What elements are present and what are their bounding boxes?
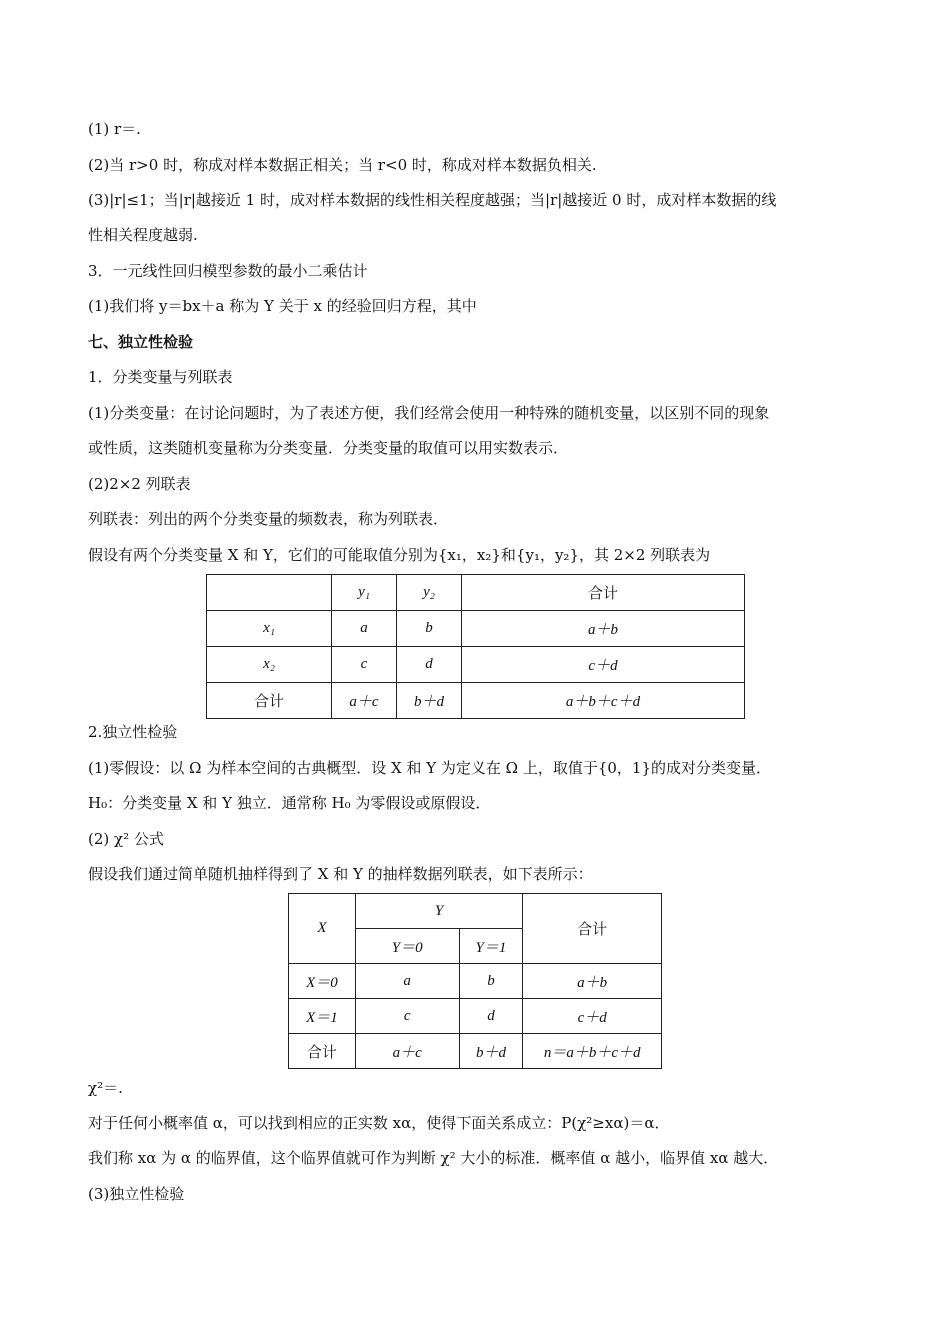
subheading-chi-square-formula: (2) χ² 公式 bbox=[88, 830, 164, 848]
table-cell: 合计 bbox=[523, 894, 662, 964]
text-line-null-hypothesis: H₀：分类变量 X 和 Y 独立．通常称 H₀ 为零假设或原假设． bbox=[88, 794, 491, 812]
table-cell: Y bbox=[355, 894, 523, 929]
table-row bbox=[207, 611, 745, 647]
text-line-null-hypothesis-setup: (1)零假设：以 Ω 为样本空间的古典概型．设 X 和 Y 为定义在 Ω 上，取值于{0，1}的成对分类变量． bbox=[88, 759, 772, 777]
text-line-critical-value-definition: 我们称 xα 为 α 的临界值，这个临界值就可作为判断 χ² 大小的标准．概率值 α 越小，临界值 xα 越大． bbox=[88, 1149, 779, 1167]
text-line-correlation-strength: (3)|r|≤1；当|r|越接近 1 时，成对样本数据的线性相关程度越强；当|r|越接近 0 时，成对样本数据的线 bbox=[88, 191, 777, 209]
table-cell: d bbox=[397, 647, 462, 683]
table-cell: y₂ bbox=[397, 575, 462, 611]
text-line-critical-value-relation: 对于任何小概率值 α，可以找到相应的正实数 xα，使得下面关系成立：P(χ²≥xα)＝α． bbox=[88, 1114, 670, 1132]
table-cell: a＋b bbox=[523, 964, 662, 999]
text-line-correlation-sign: (2)当 r>0 时，称成对样本数据正相关；当 r<0 时，称成对样本数据负相关. bbox=[88, 156, 597, 174]
subheading-independence-test: 2.独立性检验 bbox=[88, 723, 178, 741]
subheading-independence-test-procedure: (3)独立性检验 bbox=[88, 1185, 185, 1203]
table-row bbox=[207, 647, 745, 683]
contingency-table-2x2 bbox=[206, 574, 745, 719]
table-cell: y₁ bbox=[332, 575, 397, 611]
table-cell: b bbox=[459, 964, 523, 999]
text-line-r-formula: (1) r＝. bbox=[88, 120, 141, 138]
table-cell: b＋d bbox=[459, 1034, 523, 1069]
text-line-categorical-definition: (1)分类变量：在讨论问题时，为了表述方便，我们经常会使用一种特殊的随机变量，以区别不同的现象 bbox=[88, 404, 770, 422]
subheading-categorical-variables: 1．分类变量与列联表 bbox=[88, 368, 233, 386]
table-header-row bbox=[289, 894, 662, 929]
table-header-row bbox=[207, 575, 745, 611]
sample-contingency-table bbox=[288, 893, 662, 1069]
section-heading-independence-test: 七、独立性检验 bbox=[88, 333, 194, 351]
table-cell: a＋c bbox=[332, 683, 397, 719]
table-cell: b bbox=[397, 611, 462, 647]
table-cell: c bbox=[332, 647, 397, 683]
table-cell: d bbox=[459, 999, 523, 1034]
text-line-sample-table-intro: 假设我们通过简单随机抽样得到了 X 和 Y 的抽样数据列联表，如下表所示： bbox=[88, 865, 593, 883]
text-line-categorical-definition-cont: 或性质，这类随机变量称为分类变量．分类变量的取值可以用实数表示． bbox=[88, 439, 569, 457]
table-cell: Y＝0 bbox=[355, 929, 459, 964]
table-cell: x₁ bbox=[207, 611, 332, 647]
table-cell: 合计 bbox=[207, 683, 332, 719]
text-line-contingency-intro: 假设有两个分类变量 X 和 Y，它们的可能取值分别为{x₁，x₂}和{y₁，y₂}，其 2×2 列联表为 bbox=[88, 546, 711, 564]
table-cell: X bbox=[289, 894, 356, 964]
text-line-contingency-definition: 列联表：列出的两个分类变量的频数表，称为列联表． bbox=[88, 510, 449, 528]
table-cell: n＝a＋b＋c＋d bbox=[523, 1034, 662, 1069]
subheading-contingency-table: (2)2×2 列联表 bbox=[88, 475, 191, 493]
subheading-least-squares: 3．一元线性回归模型参数的最小二乘估计 bbox=[88, 262, 368, 280]
table-cell bbox=[207, 575, 332, 611]
table-cell: b＋d bbox=[397, 683, 462, 719]
table-cell: Y＝1 bbox=[459, 929, 523, 964]
table-cell: 合计 bbox=[289, 1034, 356, 1069]
table-cell: a＋b＋c＋d bbox=[462, 683, 745, 719]
table-cell: a bbox=[355, 964, 459, 999]
table-row bbox=[289, 999, 662, 1034]
table-row bbox=[207, 683, 745, 719]
table-cell: c＋d bbox=[462, 647, 745, 683]
text-line-regression-equation: (1)我们将 y＝bx＋a 称为 Y 关于 x 的经验回归方程，其中 bbox=[88, 297, 477, 315]
table-cell: a＋c bbox=[355, 1034, 459, 1069]
table-row bbox=[289, 964, 662, 999]
table-cell: a＋b bbox=[462, 611, 745, 647]
text-line-correlation-strength-cont: 性相关程度越弱. bbox=[88, 226, 198, 244]
table-cell: X＝0 bbox=[289, 964, 356, 999]
table-cell: 合计 bbox=[462, 575, 745, 611]
table-cell: c＋d bbox=[523, 999, 662, 1034]
text-line-chi-square: χ²＝. bbox=[88, 1079, 123, 1097]
table-row bbox=[289, 1034, 662, 1069]
table-cell: X＝1 bbox=[289, 999, 356, 1034]
table-cell: a bbox=[332, 611, 397, 647]
table-cell: c bbox=[355, 999, 459, 1034]
table-cell: x₂ bbox=[207, 647, 332, 683]
